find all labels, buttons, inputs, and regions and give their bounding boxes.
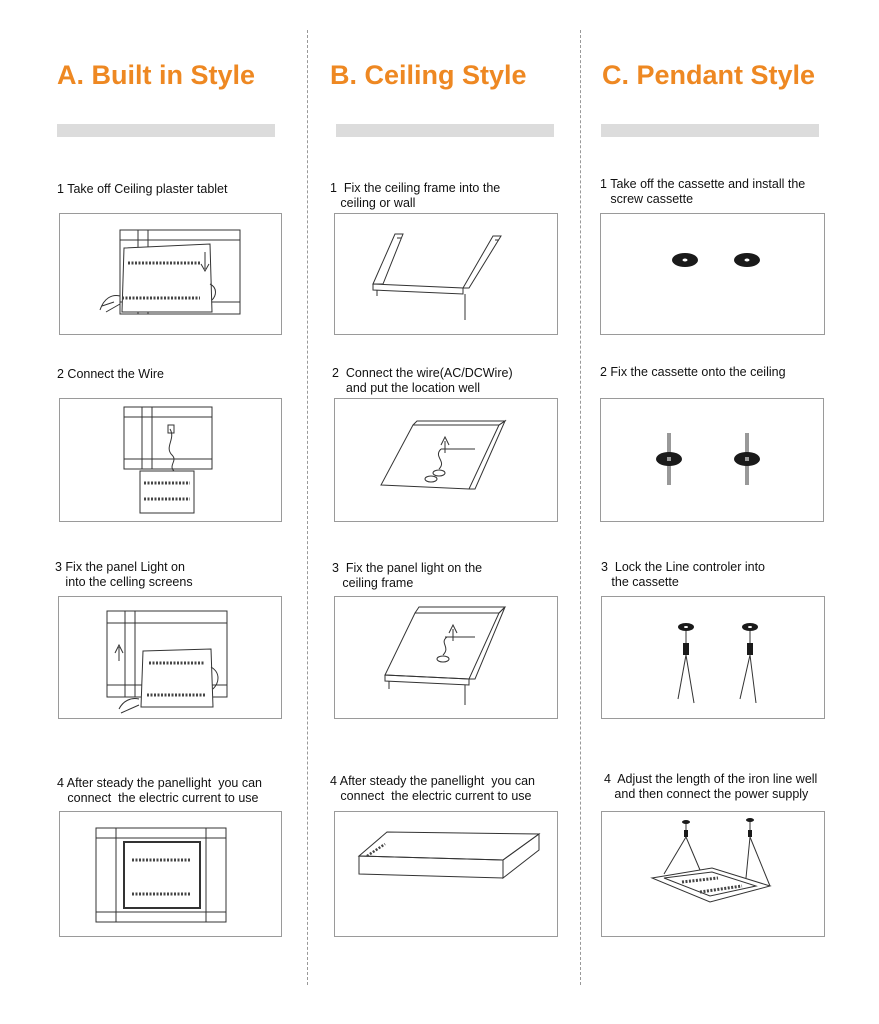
step-c2-text: 2 Fix the cassette onto the ceiling: [600, 365, 786, 379]
column-title-pendant: C. Pendant Style: [602, 60, 816, 90]
step-a4-illustration: [59, 811, 282, 937]
step-a3-illustration: [58, 596, 282, 719]
column-divider-2: [580, 30, 581, 985]
step-c3-text: 3 Lock the Line controler into the cassette: [601, 560, 765, 589]
step-c4-text: 4 Adjust the length of the iron line well and then connect the power supply: [604, 772, 818, 801]
step-b2-illustration: [334, 398, 558, 522]
step-b1-illustration: [334, 213, 558, 335]
step-a2-illustration: [59, 398, 282, 522]
step-a1-illustration: [59, 213, 282, 335]
step-b3-text: 3 Fix the panel light on the ceiling frame: [332, 561, 483, 590]
step-c3-illustration: [601, 596, 825, 719]
step-a3-text: 3 Fix the panel Light on into the celling screens: [55, 560, 193, 589]
column-bar-built-in: [57, 124, 275, 137]
column-title-built-in: A. Built in Style: [57, 60, 256, 90]
step-b4-text: 4 After steady the panellight you can connect the electric current to use: [330, 774, 535, 803]
step-a2-text: 2 Connect the Wire: [57, 367, 164, 381]
step-b2-text: 2 Connect the wire(AC/DCWire) and put the location well: [332, 366, 513, 395]
step-b4-illustration: [334, 811, 558, 937]
step-a4-text: 4 After steady the panellight you can connect the electric current to use: [57, 776, 262, 805]
step-b1-text: 1 Fix the ceiling frame into the ceiling or wall: [330, 181, 501, 210]
step-c1-text: 1 Take off the cassette and install the screw cassette: [600, 177, 806, 206]
column-divider-1: [307, 30, 308, 985]
column-title-ceiling: B. Ceiling Style: [330, 60, 527, 90]
column-bar-ceiling: [336, 124, 554, 137]
step-c2-illustration: [600, 398, 824, 522]
step-a1-text: 1 Take off Ceiling plaster tablet: [57, 182, 228, 196]
column-bar-pendant: [601, 124, 819, 137]
step-c4-illustration: [601, 811, 825, 937]
step-c1-illustration: [600, 213, 825, 335]
step-b3-illustration: [334, 596, 558, 719]
